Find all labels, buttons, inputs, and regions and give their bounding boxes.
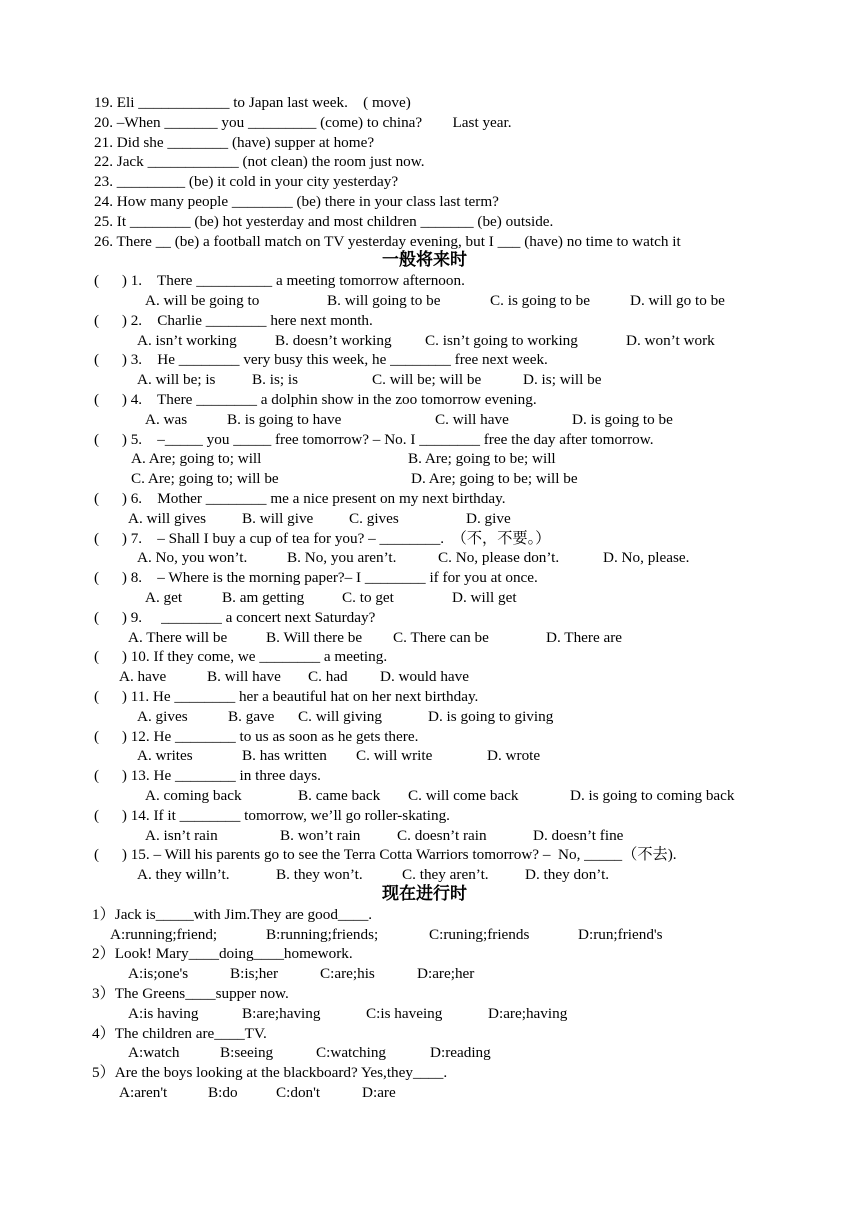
future-question-10-option-c: C. had (308, 668, 348, 686)
past-tense-question: 23. _________ (be) it cold in your city yesterday? (94, 173, 399, 191)
future-question-1-option-c: C. is going to be (490, 292, 590, 309)
future-question-4-option-a: A. was (145, 410, 188, 428)
past-tense-question: 19. Eli ____________ to Japan last week. ( move) (94, 94, 411, 111)
past-tense-question: 20. –When _______ you _________ (come) to china? Last year. (94, 113, 512, 131)
future-question-6-option-d: D. give (466, 509, 511, 527)
future-question-6-option-a: A. will gives (128, 509, 207, 527)
future-question-9-option-c: C. There can be (393, 628, 489, 646)
section-heading-progressive: 现在进行时 (382, 884, 467, 904)
progressive-question-4-option-b: B:seeing (220, 1044, 274, 1062)
future-question-9-option-b: B. Will there be (266, 628, 363, 646)
future-question-2-option-b: B. doesn’t working (275, 331, 392, 349)
future-question-10-option-b: B. will have (207, 668, 281, 686)
progressive-question-1: 1）Jack is_____with Jim.They are good____. (92, 905, 373, 923)
future-question-4-option-c: C. will have (435, 410, 509, 428)
future-question-13-option-c: C. will come back (408, 787, 519, 804)
progressive-question-1-option-b: B:running;friends; (266, 925, 379, 943)
future-question-12-option-d: D. wrote (487, 747, 541, 765)
future-question-7-option-c: C. No, please don’t. (438, 549, 560, 567)
progressive-question-3-option-b: B:are;having (242, 1004, 321, 1022)
future-question-1-option-d: D. will go to be (630, 292, 725, 309)
future-question-13-option-d: D. is going to coming back (570, 787, 735, 804)
future-question-13-option-a: A. coming back (145, 787, 242, 804)
progressive-question-4-option-a: A:watch (128, 1044, 180, 1062)
future-question-1: ( ) 1. There __________ a meeting tomorrow afternoon. (94, 272, 465, 290)
section-heading-future: 一般将来时 (382, 250, 467, 271)
future-question-13-option-b: B. came back (298, 787, 381, 804)
future-question-8-option-b: B. am getting (222, 589, 305, 606)
future-question-1-option-b: B. will going to be (327, 292, 441, 309)
future-question-3-option-b: B. is; is (252, 371, 299, 389)
future-question-8-option-a: A. get (145, 589, 183, 606)
future-question-10-option-d: D. would have (380, 668, 469, 686)
progressive-question-4-option-c: C:watching (316, 1044, 387, 1062)
future-question-14-option-c: C. doesn’t rain (397, 826, 487, 844)
future-question-13: ( ) 13. He ________ in three days. (94, 767, 321, 785)
future-question-11: ( ) 11. He ________ her a beautiful hat on her next birthday. (94, 688, 479, 705)
future-question-8-option-d: D. will get (452, 589, 517, 606)
progressive-question-3-option-c: C:is haveing (366, 1004, 443, 1022)
past-tense-question: 24. How many people ________ (be) there in your class last term? (94, 193, 499, 210)
progressive-question-4: 4）The children are____TV. (92, 1024, 267, 1042)
future-question-9: ( ) 9. ________ a concert next Saturday? (94, 608, 376, 626)
progressive-question-5-option-d: D:are (362, 1084, 396, 1101)
progressive-question-3-option-a: A:is having (128, 1004, 199, 1022)
future-question-11-option-b: B. gave (228, 707, 275, 725)
future-question-2-option-c: C. isn’t going to working (425, 331, 578, 349)
future-question-9-option-d: D. There are (546, 628, 623, 646)
future-question-5-row2-option-b: D. Are; going to be; will be (411, 470, 578, 488)
progressive-question-3: 3）The Greens____supper now. (92, 985, 289, 1002)
progressive-question-5: 5）Are the boys looking at the blackboard? Yes,they____. (92, 1064, 448, 1082)
future-question-15-option-d: D. they don’t. (525, 866, 610, 884)
future-question-3-option-d: D. is; will be (523, 371, 602, 389)
future-question-4-option-b: B. is going to have (227, 410, 342, 428)
future-question-12-option-b: B. has written (242, 747, 327, 765)
future-question-14-option-d: D. doesn’t fine (533, 826, 624, 844)
progressive-question-1-option-a: A:running;friend; (110, 925, 218, 943)
future-question-10-option-a: A. have (119, 668, 167, 686)
progressive-question-2: 2）Look! Mary____doing____homework. (92, 945, 353, 963)
past-tense-question: 25. It ________ (be) hot yesterday and most children _______ (be) outside. (94, 212, 554, 230)
progressive-question-5-option-a: A:aren't (119, 1084, 168, 1101)
future-question-2: ( ) 2. Charlie ________ here next month. (94, 311, 373, 329)
future-question-4: ( ) 4. There ________ a dolphin show in the zoo tomorrow evening. (94, 391, 537, 408)
future-question-6-option-c: C. gives (349, 509, 399, 527)
progressive-question-5-option-c: C:don't (276, 1084, 321, 1101)
progressive-question-2-option-a: A:is;one's (128, 965, 189, 983)
future-question-6-option-b: B. will give (242, 509, 314, 527)
future-question-7-option-a: A. No, you won’t. (137, 549, 248, 567)
past-tense-question: 21. Did she ________ (have) supper at home? (94, 133, 375, 151)
future-question-15-option-b: B. they won’t. (276, 866, 363, 884)
future-question-8: ( ) 8. – Where is the morning paper?– I ________ if for you at once. (94, 569, 538, 587)
future-question-1-option-a: A. will be going to (145, 292, 260, 309)
future-question-5-option-b: B. Are; going to be; will (408, 450, 556, 468)
future-question-11-option-d: D. is going to giving (428, 707, 554, 725)
past-tense-question: 22. Jack ____________ (not clean) the room just now. (94, 153, 425, 171)
future-question-12: ( ) 12. He ________ to us as soon as he gets there. (94, 727, 419, 745)
future-question-14: ( ) 14. If it ________ tomorrow, we’ll go roller-skating. (94, 806, 450, 824)
future-question-5-option-a: A. Are; going to; will (131, 450, 262, 468)
future-question-11-option-a: A. gives (137, 707, 188, 725)
progressive-question-3-option-d: D:are;having (488, 1004, 568, 1022)
future-question-11-option-c: C. will giving (298, 707, 382, 725)
future-question-2-option-a: A. isn’t working (137, 331, 237, 349)
future-question-9-option-a: A. There will be (128, 628, 228, 646)
future-question-14-option-b: B. won’t rain (280, 826, 361, 844)
progressive-question-1-option-c: C:runing;friends (429, 925, 530, 943)
future-question-7-option-d: D. No, please. (603, 549, 690, 567)
future-question-8-option-c: C. to get (342, 589, 394, 606)
past-tense-question: 26. There __ (be) a football match on TV yesterday evening, but I ___ (have) no time to watch it (94, 232, 681, 250)
future-question-15-option-c: C. they aren’t. (402, 866, 489, 884)
future-question-3-option-a: A. will be; is (137, 371, 216, 389)
future-question-2-option-d: D. won’t work (626, 331, 715, 349)
future-question-5-row2-option-a: C. Are; going to; will be (131, 470, 279, 488)
future-question-5: ( ) 5. –_____ you _____ free tomorrow? – No. I ________ free the day after tomorrow. (94, 430, 654, 448)
future-question-14-option-a: A. isn’t rain (145, 826, 218, 844)
future-question-15-option-a: A. they willn’t. (137, 866, 230, 884)
progressive-question-2-option-b: B:is;her (230, 965, 279, 983)
progressive-question-1-option-d: D:run;friend's (578, 925, 663, 943)
future-question-15: ( ) 15. – Will his parents go to see the Terra Cotta Warriors tomorrow? – No, _____（不去). (94, 846, 677, 864)
future-question-3: ( ) 3. He ________ very busy this week, he ________ free next week. (94, 351, 548, 369)
future-question-7: ( ) 7. – Shall I buy a cup of tea for you? – ________. （不，不要。） (94, 529, 551, 547)
future-question-12-option-c: C. will write (356, 747, 433, 765)
future-question-7-option-b: B. No, you aren’t. (287, 549, 397, 567)
future-question-4-option-d: D. is going to be (572, 410, 673, 428)
progressive-question-2-option-d: D:are;her (417, 965, 475, 983)
future-question-6: ( ) 6. Mother ________ me a nice present on my next birthday. (94, 490, 506, 507)
future-question-12-option-a: A. writes (137, 747, 193, 765)
progressive-question-5-option-b: B:do (208, 1084, 238, 1101)
future-question-3-option-c: C. will be; will be (372, 371, 482, 389)
progressive-question-2-option-c: C:are;his (320, 965, 375, 983)
progressive-question-4-option-d: D:reading (430, 1044, 491, 1062)
future-question-10: ( ) 10. If they come, we ________ a meeting. (94, 648, 388, 666)
